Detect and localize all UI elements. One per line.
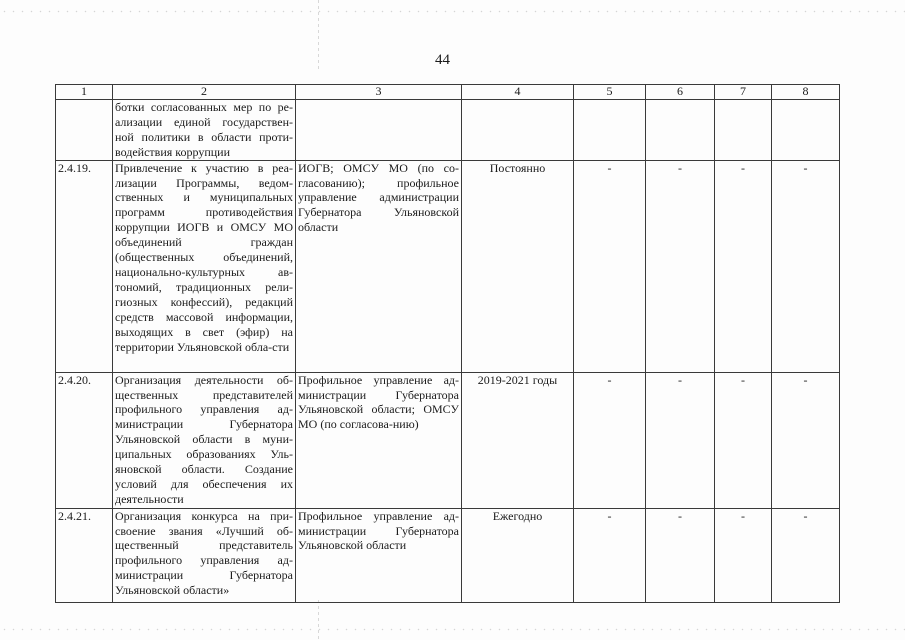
row-number: 2.4.20. xyxy=(56,372,113,508)
value-cell: - xyxy=(574,508,646,602)
column-number: 2 xyxy=(113,85,296,100)
column-number: 4 xyxy=(462,85,574,100)
column-number: 3 xyxy=(296,85,462,100)
value-cell xyxy=(574,100,646,161)
table-row xyxy=(56,508,840,602)
value-cell xyxy=(772,100,840,161)
value-cell xyxy=(715,100,772,161)
value-cell: - xyxy=(715,508,772,602)
value-cell: - xyxy=(646,508,715,602)
value-cell: - xyxy=(574,160,646,372)
term-cell: 2019-2021 годы xyxy=(462,372,574,508)
executor-cell xyxy=(296,100,462,161)
activity-cell: Привлечение к участию в реа-лизации Программы, ведом-ственных и муниципальных программ противодействия коррупции ИОГВ и ОМСУ МО объединений граждан (общественных объединений, национально-культурных ав-тономий, традиционных рели-гиозных конфессий), редакций средств массовой информации, выходящих в свет (эфир) на территории Ульяновской обла-сти xyxy=(113,160,296,372)
term-cell: Постоянно xyxy=(462,160,574,372)
row-number xyxy=(56,100,113,161)
value-cell: - xyxy=(574,372,646,508)
page-number: 44 xyxy=(435,52,450,68)
executor-cell: Профильное управление ад-министрации Губернатора Ульяновской области; ОМСУ МО (по согласова-нию) xyxy=(296,372,462,508)
row-number: 2.4.21. xyxy=(56,508,113,602)
value-cell: - xyxy=(646,160,715,372)
row-number: 2.4.19. xyxy=(56,160,113,372)
column-number: 8 xyxy=(772,85,840,100)
value-cell xyxy=(646,100,715,161)
measures-table xyxy=(55,84,840,603)
fold-line-bottom xyxy=(318,600,319,640)
activity-cell: Организация деятельности об-щественных представителей профильного управления ад-министрации Губернатора Ульяновской области в муни-ципальных образованиях Уль-яновской области. Создание условий для обеспечения их деятельности xyxy=(113,372,296,508)
column-number: 1 xyxy=(56,85,113,100)
executor-cell: ИОГВ; ОМСУ МО (по со-гласованию); профильное управление администрации Губернатора Ульяновской области xyxy=(296,160,462,372)
table-row xyxy=(56,160,840,372)
scan-noise-bottom xyxy=(0,628,905,631)
activity-cell: ботки согласованных мер по ре-ализации единой государствен-ной политики в области проти-водействия коррупции xyxy=(113,100,296,161)
executor-cell: Профильное управление ад-министрации Губернатора Ульяновской области xyxy=(296,508,462,602)
column-number: 6 xyxy=(646,85,715,100)
value-cell: - xyxy=(772,508,840,602)
value-cell: - xyxy=(646,372,715,508)
value-cell: - xyxy=(715,160,772,372)
activity-cell: Организация конкурса на при-своение звания «Лучший об-щественный представитель профильного управления ад-министрации Губернатора Ульяновской области» xyxy=(113,508,296,602)
value-cell: - xyxy=(715,372,772,508)
column-number: 7 xyxy=(715,85,772,100)
table-row xyxy=(56,100,840,161)
term-cell: Ежегодно xyxy=(462,508,574,602)
scan-noise-top xyxy=(0,10,905,13)
term-cell xyxy=(462,100,574,161)
value-cell: - xyxy=(772,372,840,508)
column-number: 5 xyxy=(574,85,646,100)
column-number-row xyxy=(56,85,840,100)
value-cell: - xyxy=(772,160,840,372)
table-row xyxy=(56,372,840,508)
